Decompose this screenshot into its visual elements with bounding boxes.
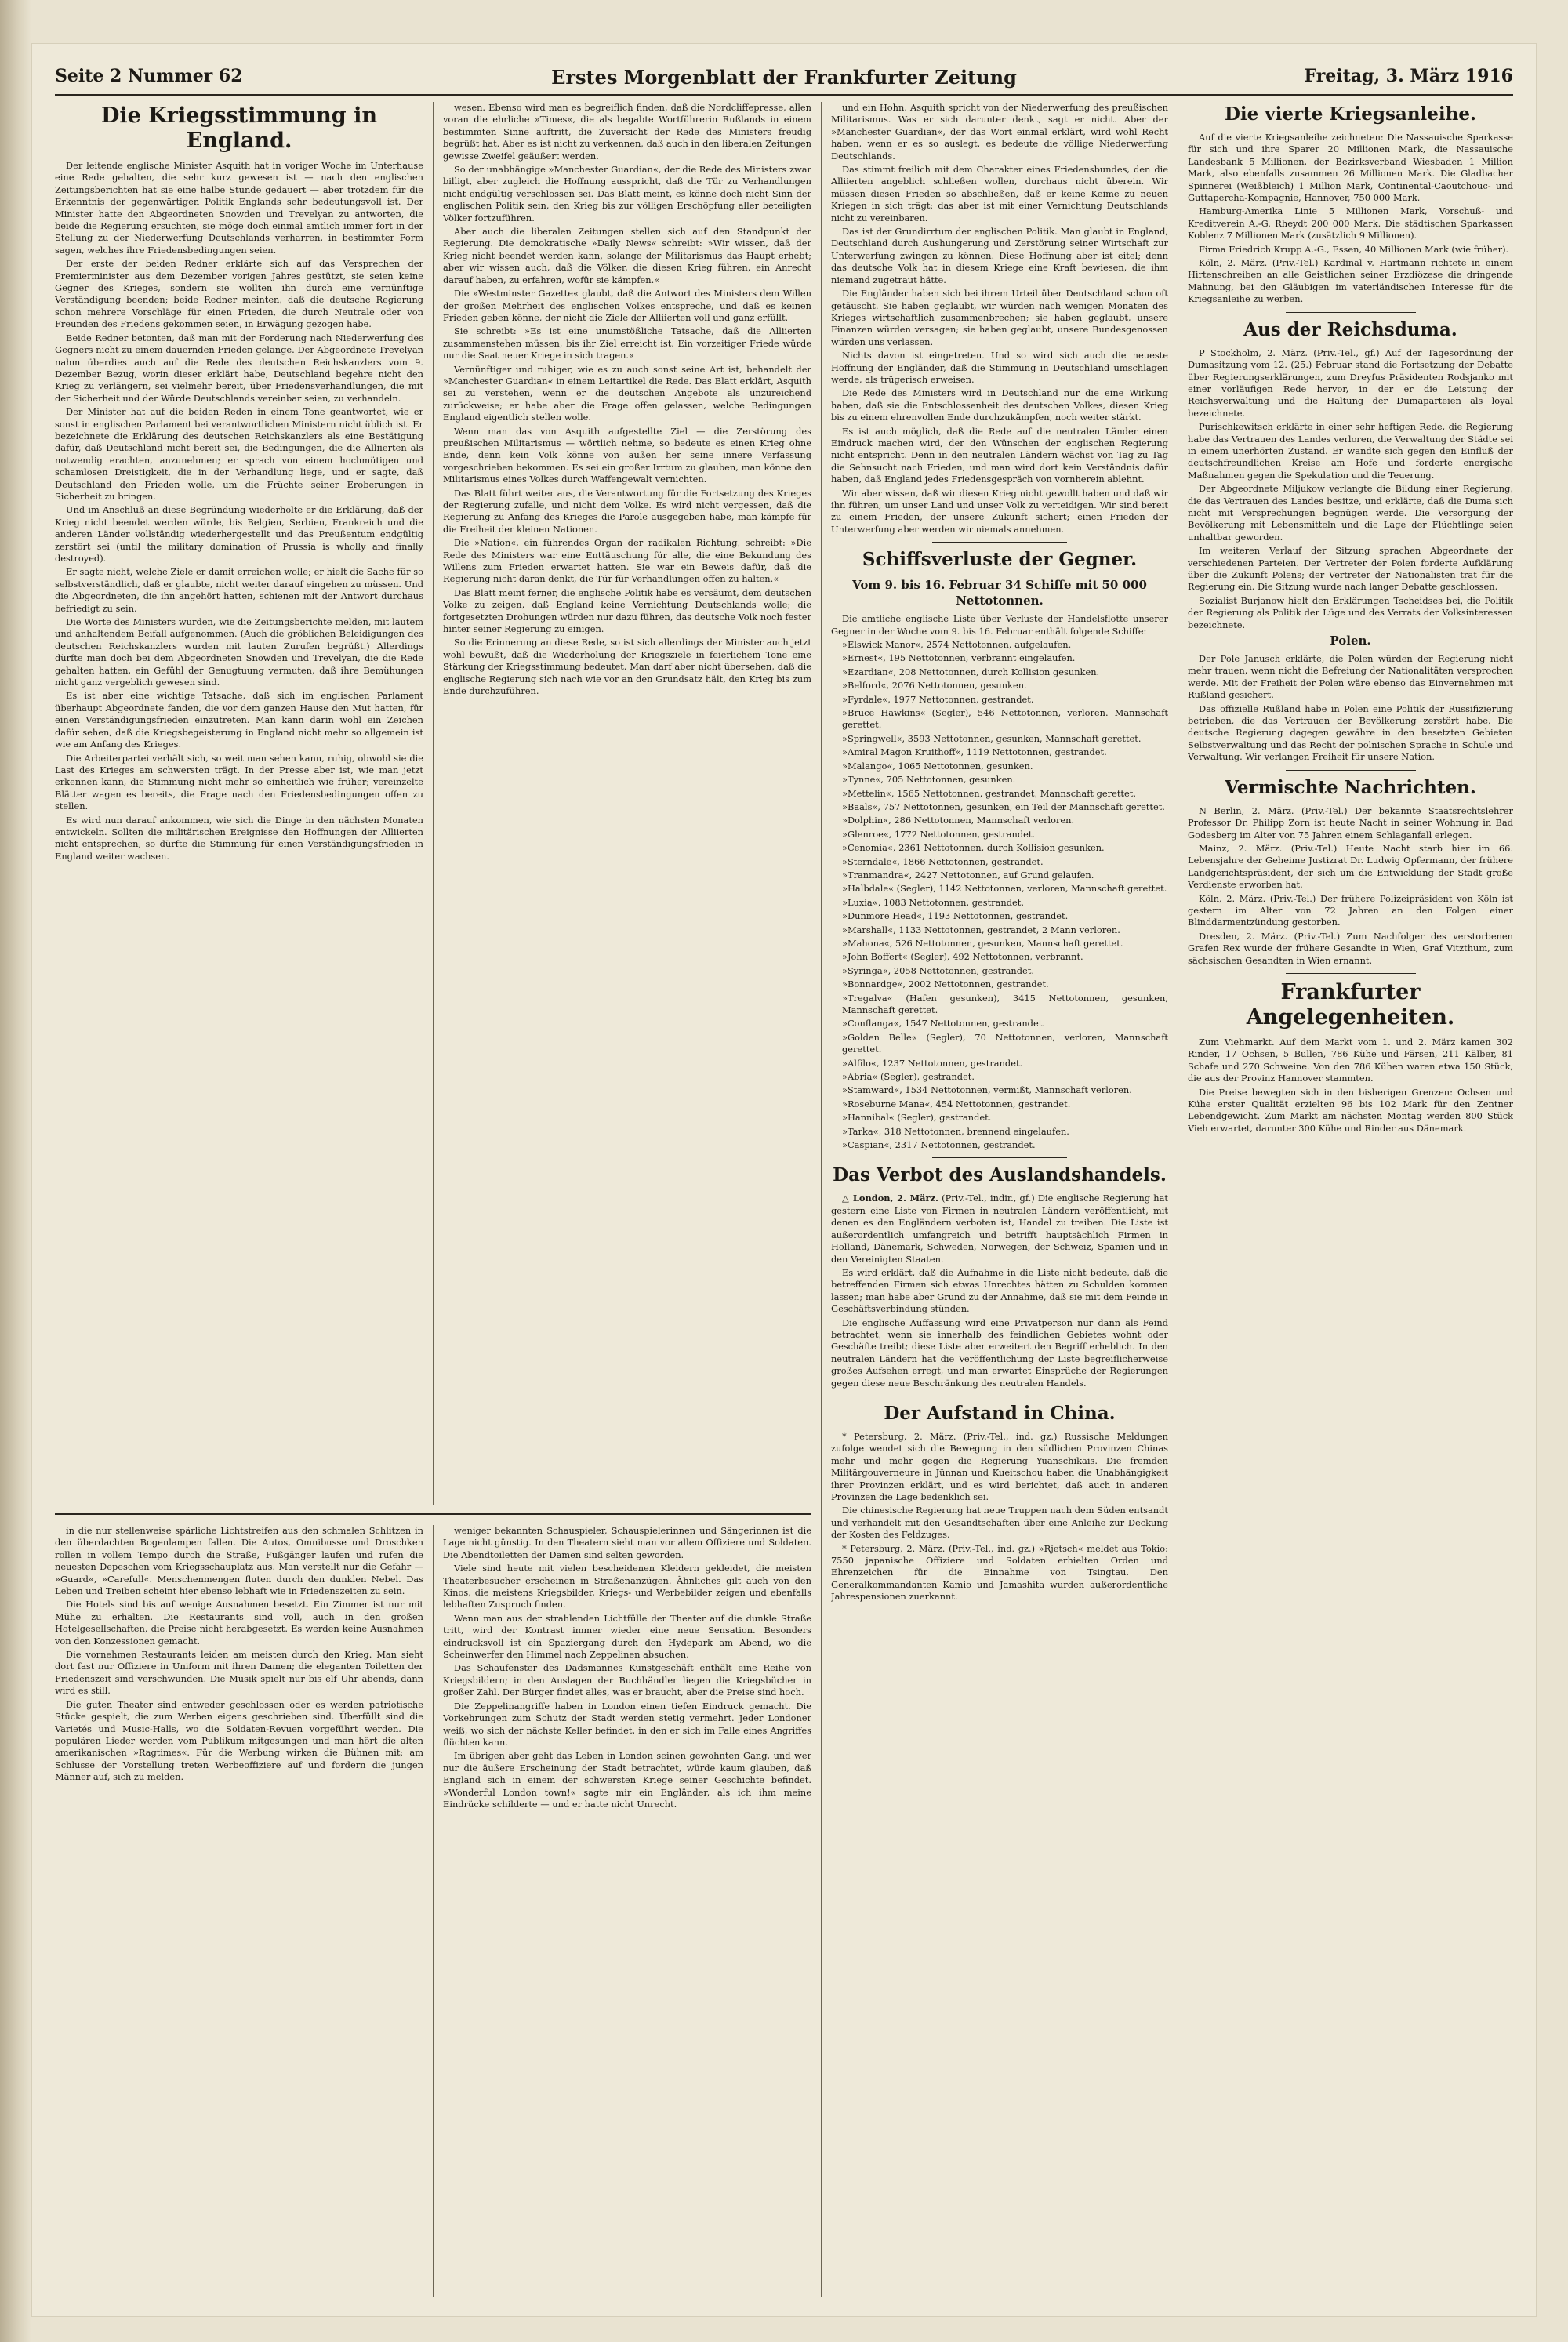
column-kriegsstimmung [55,102,423,1505]
paragraph: Dresden, 2. März. (Priv.-Tel.) Zum Nachfolger des verstorbenen Grafen Rex wurde der frühere Gesandte in Wien, Graf Vitzthum, zum sächsischen Gesandten in Wien ernannt. [1188,930,1513,966]
column-news [831,102,1168,2297]
paragraph: in die nur stellenweise spärliche Lichtstreifen aus den schmalen Schlitzen in den überdachten Bogenlampen fallen. Die Autos, Omnibusse und Droschken rollen in vollem Tempo durch die Straße, Fußgänger laufen und rufen die neuesten Depeschen vom Kriegsschauplatz aus. Man verstellt nur die Gefahr — »Guard«, »Carefull«. Menschenmengen fluten durch den dunklen Nebel. Das Leben und Treiben scheint hier ebenso lebhaft wie in Friedenszeiten zu sein. [55,1525,423,1597]
section-title-vermischte: Vermischte Nachrichten. [1225,776,1476,798]
ship-entry: »Cenomia«, 2361 Nettotonnen, durch Kollision gesunken. [842,842,1105,854]
section-divider [1286,312,1416,313]
ship-entry: »Bruce Hawkins« (Segler), 546 Nettotonnen, verloren. Mannschaft gerettet. [842,707,1168,731]
paragraph: Die Rede des Ministers wird in Deutschland nur die eine Wirkung haben, daß sie die Entschlossenheit des deutschen Volkes, diesen Krieg bis zu einem ehrenvollen Ende durchzukämpfen, noch weiter stärkt. [831,387,1168,423]
ship-entry: »Tregalva« (Hafen gesunken), 3415 Nettotonnen, gesunken, Mannschaft gerettet. [842,992,1168,1015]
ship-entry: »Glenroe«, 1772 Nettotonnen, gestrandet. [842,828,1036,840]
paragraph: Im übrigen aber geht das Leben in London seinen gewohnten Gang, und wer nur die äußere Erscheinung der Stadt betrachtet, würde kaum glauben, daß England sich in einem der schwersten Kriege seiner Geschichte befindet. »Wonderful London town!« sagte mir ein Engländer, als ich ihm meine Eindrücke schilderte — und er hatte nicht Unrecht. [443,1750,811,1810]
ship-entry: »Tarka«, 318 Nettotonnen, brennend eingelaufen. [842,1125,1069,1137]
ship-entry: »Fyrdale«, 1977 Nettotonnen, gestrandet. [842,693,1034,705]
paragraph: Köln, 2. März. (Priv.-Tel.) Kardinal v. Hartmann richtete in einem Hirtenschreiben an alle Geistlichen seiner Erzdiözese die dringende Mahnung, bei den Gläubigen im vaterländischen Interesse für die Kriegsanleihe zu werben. [1188,257,1513,305]
masthead [55,63,1513,96]
section-subtitle: Vom 9. bis 16. Februar 34 Schiffe mit 50 000 Nettotonnen. [852,578,1147,608]
ship-entry: »Dolphin«, 286 Nettotonnen, Mannschaft verloren. [842,815,1075,826]
paragraph: Wenn man das von Asquith aufgestellte Ziel — die Zerstörung des preußischen Militarismus — wörtlich nehme, so bedeute es einen Krieg ohne Ende, denn kein Volk könne von außen her seine innere Verfassung vorgeschrieben bekommen. Es sei ein großer Irrtum zu glauben, man könne den Militarismus eines Volkes durch Waffengewalt vernichten. [443,425,811,485]
section-divider [932,542,1067,543]
paragraph: * Petersburg, 2. März. (Priv.-Tel., ind. gz.) Russische Meldungen zufolge wendet sich die Bewegung in den südlichen Provinzen Chinas mehr und mehr gegen die Regierung Yuanschikais. Die fremden Militärgouverneure in Jünnan und Kueitschou haben die Unabhängigkeit ihrer Provinzen erklärt, und es wird berichtet, daß auch in anderen Provinzen die Lage bedenklich sei. [831,1430,1168,1502]
section-title-kriegsanleihe: Die vierte Kriegsanleihe. [1224,103,1477,125]
paragraph: N Berlin, 2. März. (Priv.-Tel.) Der bekannte Staatsrechtslehrer Professor Dr. Philipp Zorn ist heute Nacht in seiner Wohnung in Bad Godesberg im Alter von 75 Jahren einem Schlaganfall erlegen. [1188,804,1513,841]
paragraph: Der leitende englische Minister Asquith hat in voriger Woche im Unterhause eine Rede gehalten, die sehr kurz gewesen ist — nach den englischen Zeitungsberichten hat sie eine halbe Stunde gedauert — aber trotzdem für die Erkenntnis der gegenwärtigen Politik Englands sehr bedeutungsvoll ist. Der Minister hatte den Abgeordneten Snowden und Trevelyan zu antworten, die beide die Regierung ersuchten, sie möge doch einmal amtlich immer fort in der Stellung zu der Niederwerfung Deutschlands verharren, in bestimmter Form sagen, welches ihre Friedensbedingungen seien. [55,160,423,256]
paragraph: Aber auch die liberalen Zeitungen stellen sich auf den Standpunkt der Regierung. Die demokratische »Daily News« schreibt: »Wir wissen, daß der Krieg nicht beendet werden kann, solange der Militarismus das Haupt erhebt; aber wir wissen auch, daß die Völker, die diesen Krieg führen, ein Anrecht darauf haben, zu erfahren, wofür sie kämpfen.« [443,226,811,285]
section-divider [932,1157,1067,1158]
paragraph: Die Zeppelinangriffe haben in London einen tiefen Eindruck gemacht. Die Vorkehrungen zum Schutz der Stadt werden stetig vermehrt. Jeder Londoner weiß, wo sich der nächste Keller befindet, in den er sich im Falle eines Angriffes flüchten kann. [443,1700,811,1748]
column-feuilleton-2 [443,1525,811,2297]
paragraph: * Petersburg, 2. März. (Priv.-Tel., ind. gz.) »Rjetsch« meldet aus Tokio: 7550 japanische Offiziere und Soldaten erhielten Orden und Ehrenzeichen für die Einnahme von Tsingtau. Den Generalkommandanten Kamio und Jamashita wurden außerordentliche Jahrespensionen zuerkannt. [831,1542,1168,1603]
paragraph-text: (Priv.-Tel., indir., gf.) Die englische Regierung hat gestern eine Liste von Firmen in neutralen Ländern veröffentlicht, mit denen es den Engländern verboten ist, Handel zu treiben. Die Liste ist außerordentlich umfangreich und betrifft hauptsächlich Firmen in Holland, Dänemark, Schweden, Norwegen, der Schweiz, Spanien und in den Vereinigten Staaten. [831,1193,1168,1265]
paragraph: Die »Westminster Gazette« glaubt, daß die Antwort des Ministers dem Willen der großen Mehrheit des englischen Volkes entspreche, und daß es keinen Frieden geben könne, der nicht die Ziele der Alliierten voll und ganz erfüllt. [443,288,811,323]
ship-entry: »Tranmandra«, 2427 Nettotonnen, auf Grund gelaufen. [842,869,1094,881]
subsection-title-polen: Polen. [1330,634,1371,648]
ship-entry: »Belford«, 2076 Nettotonnen, gesunken. [842,680,1027,692]
paragraph: Die amtliche englische Liste über Verluste der Handelsflotte unserer Gegner in der Woche vom 9. bis 16. Februar enthält folgende Schiffe: [831,613,1168,637]
section-title-verbot: Das Verbot des Auslandshandels. [833,1164,1167,1186]
paragraph: Der Abgeordnete Miljukow verlangte die Bildung einer Regierung, die das Vertrauen des Landes besitze, und erklärte, daß die Duma sich nicht mit Versprechungen begnügen werde. Die Versorgung der Bevölkerung mit Lebensmitteln und die Lage der Flüchtlinge seien unhaltbar geworden. [1188,483,1513,543]
paragraph: Die chinesische Regierung hat neue Truppen nach dem Süden entsandt und verhandelt mit den Gesandtschaften über eine Anleihe zur Deckung der Kosten des Feldzuges. [831,1505,1168,1541]
paragraph: Es wird nun darauf ankommen, wie sich die Dinge in den nächsten Monaten entwickeln. Sollten die militärischen Ereignisse den Hoffnungen der Alliierten nicht entsprechen, so dürfte die Stimmung für einen Verständigungsfrieden in England weiter wachsen. [55,814,423,862]
ship-entry: »Halbdale« (Segler), 1142 Nettotonnen, verloren, Mannschaft gerettet. [842,883,1167,895]
paragraph: Der Pole Janusch erklärte, die Polen würden der Regierung nicht mehr trauen, wenn nicht die Befreiung der Nationalitäten versprochen werde. Mit der Freiheit der Polen wäre ebenso das Einvernehmen mit Rußland gesichert. [1188,653,1513,701]
ship-entry: »Golden Belle« (Segler), 70 Nettotonnen, verloren, Mannschaft gerettet. [842,1031,1168,1055]
ship-entry: »Baals«, 757 Nettotonnen, gesunken, ein Teil der Mannschaft gerettet. [842,801,1165,812]
paragraph: weniger bekannten Schauspieler, Schauspielerinnen und Sängerinnen ist die Lage nicht günstig. In den Theatern sieht man vor allem Offiziere und Soldaten. Die Abendtoiletten der Damen sind selten geworden. [443,1525,811,1560]
paragraph: Viele sind heute mit vielen bescheidenen Kleidern gekleidet, die meisten Theaterbesucher erscheinen in Straßenanzügen. Ähnliches gilt auch von den Kinos, die meistens Kriegsbilder, Kriegs- und Werbebilder zeigen und ebenfalls lebhaften Zuspruch finden. [443,1563,811,1610]
paragraph: und ein Hohn. Asquith spricht von der Niederwerfung des preußischen Militarismus. Was er sich darunter denkt, sagt er nicht. Aber der »Manchester Guardian«, der das Wort einmal erklärt, wird wohl Recht haben, wenn er es so auslegt, es bedeute die völlige Niederwerfung Deutschlands. [831,102,1168,162]
issue-date: Freitag, 3. März 1916 [1304,66,1513,86]
paragraph: Wir aber wissen, daß wir diesen Krieg nicht gewollt haben und daß wir ihn führen, um unser Land und unser Volk zu verteidigen. Wir sind bereit zu einem Frieden, der unsere Zukunft sichert; einen Frieden der Unterwerfung aber werden wir niemals annehmen. [831,487,1168,535]
newspaper-title: Erstes Morgenblatt der Frankfurter Zeitung [551,66,1017,89]
ship-entry: »Dunmore Head«, 1193 Nettotonnen, gestrandet. [842,910,1069,922]
paragraph: Sie schreibt: »Es ist eine unumstößliche Tatsache, daß die Alliierten zusammenstehen müssen, bis ihr Ziel erreicht ist. Ein vorzeitiger Friede würde nur die Saat neuer Kriege in sich tragen.« [443,325,811,361]
ship-entry: »Sterndale«, 1866 Nettotonnen, gestrandet. [842,855,1044,867]
paragraph: Er sagte nicht, welche Ziele er damit erreichen wolle; er hielt die Sache für so selbstverständlich, daß er glaubte, nicht weiter darauf eingehen zu müssen. Und die Abgeordneten, die ihn angehört hatten, schienen mit der Antwort durchaus befriedigt zu sein. [55,566,423,614]
column-feuilleton-1 [55,1525,423,2297]
paragraph: Der erste der beiden Redner erklärte sich auf das Versprechen der Premierminister aus dem Dezember vorigen Jahres gestützt, sie seien keine Gegner des Krieges, sondern sie wollten ihn durch eine vernünftige Verständigung beenden; beide Redner meinten, daß die deutsche Regierung schon mehrere Vorschläge für einen Frieden, die durch Neutrale oder von Freunden des Friedens gekommen seien, in Erwägung gezogen habe. [55,258,423,330]
paragraph: wesen. Ebenso wird man es begreiflich finden, daß die Nordcliffepresse, allen voran die ehrliche »Times«, die als begabte Wortführerin Rußlands in einem bestimmten Sinne auftritt, die Zuversicht der Rede des Ministers freudig begrüßt hat. Aber es ist nicht zu verkennen, daß auch in den liberalen Zeitungen gewisse Zweifel geäußert werden. [443,102,811,162]
ship-entry: »Luxia«, 1083 Nettotonnen, gestrandet. [842,896,1024,908]
column-rule [821,102,822,2297]
paragraph: So die Erinnerung an diese Rede, so ist sich allerdings der Minister auch jetzt wohl bewußt, daß die Wiederholung der Kriegsziele in feierlichem Tone eine Stärkung der Kriegsstimmung bedeutet. Man darf aber nicht übersehen, daß die englische Regierung sich nach wie vor an den Grundsatz hält, den Krieg bis zum Ende durchzuführen. [443,637,811,697]
ship-entry: »Mettelin«, 1565 Nettotonnen, gestrandet, Mannschaft gerettet. [842,787,1136,799]
paragraph: Im weiteren Verlauf der Sitzung sprachen Abgeordnete der verschiedenen Parteien. Der Vertreter der Polen forderte Aufklärung über die Zukunft Polens; der Vertreter der Nationalisten trat für die Regierung ein. Die Sitzung wurde nach langer Debatte geschlossen. [1188,545,1513,593]
paragraph: Das offizielle Rußland habe in Polen eine Politik der Russifizierung betrieben, die das Vertrauen der Bevölkerung zerstört habe. Die deutsche Regierung dagegen gewähre in den besetzten Gebieten Selbstverwaltung und das Recht der polnischen Sprache in Schule und Verwaltung. Wir verlangen Freiheit für unsere Nation. [1188,703,1513,763]
column-right [1188,102,1513,2297]
section-title-reichsduma: Aus der Reichsduma. [1243,318,1457,340]
ship-entry: »Abria« (Segler), gestrandet. [842,1071,975,1083]
paragraph [831,1193,1168,1265]
section-title-schiffsverluste: Schiffsverluste der Gegner. [862,549,1138,571]
ship-entry: »Ezardian«, 208 Nettotonnen, durch Kollision gesunken. [842,666,1100,677]
paragraph: Wenn man aus der strahlenden Lichtfülle der Theater auf die dunkle Straße tritt, wird der Kontrast immer wieder eine neue Sensation. Besonders eindrucksvoll ist ein Spaziergang durch den Hydepark am Abend, wo die Scheinwerfer den Himmel nach Zeppelinen absuchen. [443,1612,811,1661]
ship-entry: »Springwell«, 3593 Nettotonnen, gesunken, Mannschaft gerettet. [842,732,1142,744]
dateline: △ London, 2. März. [842,1193,938,1204]
paragraph: Purischkewitsch erklärte in einer sehr heftigen Rede, die Regierung habe das Vertrauen des Landes verloren, die Verwaltung der Städte sei in einem unerhörten Zustand. Er wandte sich gegen den Einfluß der deutschfreundlichen Kreise am Hofe und forderte energische Maßnahmen gegen die Spekulation und die Teuerung. [1188,421,1513,481]
paragraph: Nichts davon ist eingetreten. Und so wird sich auch die neueste Hoffnung der Engländer, daß die Stimmung in Deutschland umschlagen werde, als trügerisch erweisen. [831,350,1168,385]
paragraph: Zum Viehmarkt. Auf dem Markt vom 1. und 2. März kamen 302 Rinder, 17 Ochsen, 5 Bullen, 786 Kühe und Färsen, 211 Kälber, 81 Schafe und 270 Schweine. Von den 786 Kühen waren etwa 150 Stück, die aus der Provinz Hannover stammten. [1188,1036,1513,1084]
column-rule [433,102,434,1505]
paragraph: Köln, 2. März. (Priv.-Tel.) Der frühere Polizeipräsident von Köln ist gestern im Alter von 72 Jahren an den Folgen einer Blinddarmentzündung gestorben. [1188,892,1513,928]
paragraph: Das Schaufenster des Dadsmannes Kunstgeschäft enthält eine Reihe von Kriegsbildern; in den Auslagen der Buchhändler liegen die Kriegsbücher in großer Zahl. Der Bürger findet alles, was er braucht, aber die Preise sind hoch. [443,1662,811,1698]
paragraph: Die englische Auffassung wird eine Privatperson nur dann als Feind betrachtet, wenn sie innerhalb des feindlichen Gebietes wohnt oder Geschäfte treibt; diese Liste aber erweitert den Begriff erheblich. In den neutralen Ländern hat die Veröffentlichung der Liste begreiflicherweise großes Aufsehen erregt, und man erwartet Einsprüche der Regierungen gegen diese neue Beschränkung des neutralen Handels. [831,1316,1168,1389]
ship-entry: »Conflanga«, 1547 Nettotonnen, gestrandet. [842,1018,1045,1029]
ship-entry: »Alfilo«, 1237 Nettotonnen, gestrandet. [842,1057,1023,1069]
paragraph: Die guten Theater sind entweder geschlossen oder es werden patriotische Stücke gespielt, die zum Werben eigens geschrieben sind. Überfüllt sind die Varietés und Music-Halls, wo die Soldaten-Revuen vorgeführt werden. Die populären Lieder werden vom Publikum mitgesungen und man hört die alten amerikanischen »Ragtimes«. Für die Werbung wirken die Bühnen mit; am Schlusse der Vorstellung treten Werbeoffiziere auf und fordern die jungen Männer auf, sich zu melden. [55,1698,423,1783]
section-title-china: Der Aufstand in China. [884,1402,1116,1424]
paragraph: Das ist der Grundirrtum der englischen Politik. Man glaubt in England, Deutschland durch Aushungerung und Zerstörung seiner Wirtschaft zur Unterwerfung zwingen zu können. Diese Hoffnung aber ist eitel; denn das deutsche Volk hat in diesem Kriege eine Kraft bewiesen, die ihm niemand zugetraut hätte. [831,226,1168,285]
page-number: Seite 2 Nummer 62 [55,66,243,86]
paragraph: Die vornehmen Restaurants leiden am meisten durch den Krieg. Man sieht dort fast nur Offiziere in Uniform mit ihren Damen; die eleganten Toiletten der Friedenszeit sind verschwunden. Die Musik spielt nur bis elf Uhr abends, dann wird es still. [55,1649,423,1697]
section-title-frankfurter: Frankfurter Angelegenheiten. [1246,979,1455,1029]
paragraph: Es ist auch möglich, daß die Rede auf die neutralen Länder einen Eindruck machen wird, der den Wünschen der englischen Regierung nicht entspricht. Denn in den neutralen Ländern wächst von Tag zu Tag die Sehnsucht nach Frieden, und man wird dort kein Verständnis dafür haben, daß England jedes Friedensgespräch von vornherein ablehnt. [831,425,1168,485]
ship-entry: »Mahona«, 526 Nettotonnen, gesunken, Mannschaft gerettet. [842,937,1123,949]
ship-entry: »Ernest«, 195 Nettotonnen, verbrannt eingelaufen. [842,652,1076,664]
paragraph: Das stimmt freilich mit dem Charakter eines Friedensbundes, den die Alliierten angeblich schließen wollen, durchaus nicht überein. Wir müssen diesen Frieden so abschließen, daß er keine Keime zu neuen Kriegen in sich trägt; das aber ist mit einer Vernichtung Deutschlands nicht zu vereinbaren. [831,164,1168,223]
paragraph: So der unabhängige »Manchester Guardian«, der die Rede des Ministers zwar billigt, aber zugleich die Hoffnung ausspricht, daß die Tür zu Verhandlungen nicht endgültig verschlossen sei. Das Blatt meint, es könne doch nicht Sinn der englischen Politik sein, den Krieg bis zur völligen Erschöpfung aller beteiligten Völker fortzuführen. [443,164,811,223]
article-title: Die Kriegsstimmung in England. [101,103,377,153]
ship-entry: »Elswick Manor«, 2574 Nettotonnen, aufgelaufen. [842,639,1072,651]
ship-entry: »Roseburne Mana«, 454 Nettotonnen, gestrandet. [842,1098,1071,1109]
paragraph: Beide Redner betonten, daß man mit der Forderung nach Niederwerfung des Gegners nicht zu einem dauernden Frieden gelange. Der Abgeordnete Trevelyan nahm überdies auch auf die Rede des deutschen Reichskanzlers vom 9. Dezember Bezug, worin dieser erklärt habe, Deutschland begehre nicht den Krieg zu verlängern, sei vielmehr bereit, über Friedensverhandlungen, die mit der Sicherheit und der Würde Deutschlands vereinbar seien, zu verhandeln. [55,332,423,404]
paragraph: Das Blatt meint ferner, die englische Politik habe es versäumt, dem deutschen Volke zu zeigen, daß England keine Vernichtung Deutschlands wolle; die fortgesetzten Drohungen würden nur dazu führen, das deutsche Volk noch fester hinter seiner Regierung zu einigen. [443,586,811,635]
ship-entry: »Tynne«, 705 Nettotonnen, gesunken. [842,774,1016,786]
ship-entry: »Stamward«, 1534 Nettotonnen, vermißt, Mannschaft verloren. [842,1084,1132,1096]
ship-entry: »Marshall«, 1133 Nettotonnen, gestrandet, 2 Mann verloren. [842,924,1120,935]
paragraph: Die Preise bewegten sich in den bisherigen Grenzen: Ochsen und Kühe erster Qualität erzielten 96 bis 102 Mark für den Zentner Lebendgewicht. Zum Markt am nächsten Montag werden 800 Stück Vieh erwartet, darunter 300 Kühe und Rinder aus Dänemark. [1188,1086,1513,1134]
section-divider [1286,770,1416,771]
paragraph: Die Hotels sind bis auf wenige Ausnahmen besetzt. Ein Zimmer ist nur mit Mühe zu erhalten. Die Restaurants sind voll, auch in den großen Hotelgesellschaften, die Preise nicht herabgesetzt. Es werden keine Ausnahmen von den Konzessionen gemacht. [55,1599,423,1647]
column-rule [433,1525,434,2297]
ship-entry: »Bonnardge«, 2002 Nettotonnen, gestrandet. [842,979,1049,990]
paragraph: Auf die vierte Kriegsanleihe zeichneten: Die Nassauische Sparkasse für sich und ihre Sparer 20 Millionen Mark, die Nassauische Landesbank 5 Millionen, der Bezirksverband Wiesbaden 1 Million Mark, also ebenfalls zusammen 26 Millionen Mark. Die Gladbacher Spinnerei (Weißbleich) 1 Million Mark, Continental-Caoutchouc- und Guttapercha-Kompagnie, Hannover, 750 000 Mark. [1188,132,1513,204]
ship-entry: »Syringa«, 2058 Nettotonnen, gestrandet. [842,964,1034,976]
feuilleton-rule [55,1513,811,1515]
column-kriegsstimmung-cont [443,102,811,1505]
ship-entry: »Caspian«, 2317 Nettotonnen, gestrandet. [842,1139,1036,1151]
paragraph: Und im Anschluß an diese Begründung wiederholte er die Erklärung, daß der Krieg nicht beendet werden würde, bis Belgien, Serbien, Frankreich und die anderen Länder vollständig wiederhergestellt und das Preußentum endgültig zerstört sei (until the military domination of Prussia is wholly and finally destroyed). [55,504,423,564]
paragraph: Die »Nation«, ein führendes Organ der radikalen Richtung, schreibt: »Die Rede des Ministers war eine Enttäuschung für alle, die eine Bekundung des Willens zum Frieden erwartet hatten. Sie war ein Beweis dafür, daß die Regierung nicht daran denkt, die Tür für Verhandlungen offen zu halten.« [443,537,811,585]
paragraph: Mainz, 2. März. (Priv.-Tel.) Heute Nacht starb hier im 66. Lebensjahre der Geheime Justizrat Dr. Ludwig Opfermann, der frühere Landgerichtspräsident, der sich um die Entwicklung der Stadt große Verdienste erworben hat. [1188,842,1513,891]
ship-entry: »Amiral Magon Kruithoff«, 1119 Nettotonnen, gestrandet. [842,746,1107,758]
book-binding-edge [0,0,31,2342]
paragraph: Hamburg-Amerika Linie 5 Millionen Mark, Vorschuß- und Kreditverein A.-G. Rheydt 200 000 Mark. Die städtischen Sparkassen Koblenz 7 Millionen Mark (zusätzlich 9 Millionen). [1188,205,1513,241]
paragraph: Firma Friedrich Krupp A.-G., Essen, 40 Millionen Mark (wie früher). [1199,243,1509,255]
ship-entry: »John Boffert« (Segler), 492 Nettotonnen, verbrannt. [842,951,1083,963]
paragraph: Es wird erklärt, daß die Aufnahme in die Liste nicht bedeute, daß die betreffenden Firmen sich etwas Unrechtes hätten zu Schulden kommen lassen; man habe aber Grund zu der Annahme, daß sie mit dem Feinde in Geschäftsverbindung stünden. [831,1266,1168,1315]
paragraph: Es ist aber eine wichtige Tatsache, daß sich im englischen Parlament überhaupt Abgeordnete fanden, die vor dem ganzen Hause den Mut hatten, für einen Verständigungsfrieden einzutreten. Man kann darin wohl ein Zeichen dafür sehen, daß die Kriegsbegeisterung in England nicht mehr so allgemein ist wie am Anfang des Krieges. [55,690,423,750]
paragraph: Die Worte des Ministers wurden, wie die Zeitungsberichte melden, mit lautem und anhaltendem Beifall aufgenommen. (Auch die gröblichen Beleidigungen des deutschen Reichskanzlers wurden mit lauten Zurufen begrüßt.) Allerdings dürfte man doch bei dem Abgeordneten Snowden und Trevelyan, die die Rede gehalten hatten, ein Gefühl der Genugtuung vermuten, daß ihre Bemühungen nicht ganz vergeblich gewesen sind. [55,616,423,688]
ship-entry: »Malango«, 1065 Nettotonnen, gesunken. [842,760,1033,772]
paragraph: Das Blatt führt weiter aus, die Verantwortung für die Fortsetzung des Krieges der Regierung zufalle, und nicht dem Volke. Es wird nicht vergessen, daß die Regierung zu Anfang des Krieges die Parole ausgegeben habe, man kämpfe für die Freiheit der kleinen Nationen. [443,487,811,535]
paragraph: Vernünftiger und ruhiger, wie es zu auch sonst seine Art ist, behandelt der »Manchester Guardian« in einem Leitartikel die Rede. Das Blatt erklärt, Asquith sei zu verstehen, wenn er die deutschen Angebote als unzureichend zurückweise; er habe aber die Frage offen gelassen, welche Bedingungen England eigentlich stellen wolle. [443,363,811,423]
paragraph: Die Arbeiterpartei verhält sich, so weit man sehen kann, ruhig, obwohl sie die Last des Krieges am schwersten trägt. In der Presse aber ist, wie man jetzt erkennen kann, die Stimmung nicht mehr so einheitlich wie früher; vereinzelte Blätter wagen es bereits, die Frage nach den Friedensbedingungen offen zu stellen. [55,752,423,812]
section-divider [1286,973,1416,974]
paragraph: Der Minister hat auf die beiden Reden in einem Tone geantwortet, wie er sonst in englischen Parlament bei verantwortlichen Ministern nicht üblich ist. Er bezeichnete die Erklärung des deutschen Reichskanzlers als eine Bestätigung dafür, daß Deutschland nicht bereit sei, die Bedingungen, die die Alliierten als notwendig erachten, anzunehmen; er sprach von einem hochmütigen und schamlosen Dreistigkeit, die in der Verhandlung liege, und er sagte, daß Deutschland den Frieden wolle, um die Früchte seiner Eroberungen in Sicherheit zu bringen. [55,406,423,502]
paragraph: Die Engländer haben sich bei ihrem Urteil über Deutschland schon oft getäuscht. Sie haben geglaubt, wir würden nach wenigen Monaten des Krieges wirtschaftlich zusammenbrechen; sie haben geglaubt, unsere Finanzen würden versagen; sie haben geglaubt, unsere Bundesgenossen würden uns verlassen. [831,288,1168,347]
paragraph: P Stockholm, 2. März. (Priv.-Tel., gf.) Auf der Tagesordnung der Dumasitzung vom 12. (25.) Februar stand die Fortsetzung der Debatte über Regierungserklärungen, zum Dreyfus Präsidenten Rodsjanko mit einer vorläufigen Rede hervor, in der er die Leistung der Reichsverwaltung und die Haltung der Dumaparteien als loyal bezeichnete. [1188,347,1513,419]
paragraph: Sozialist Burjanow hielt den Erklärungen Tscheidses bei, die Politik der Regierung als Politik der Lüge und des Verrats der Volksinteressen bezeichnete. [1188,594,1513,630]
ship-entry: »Hannibal« (Segler), gestrandet. [842,1112,992,1124]
